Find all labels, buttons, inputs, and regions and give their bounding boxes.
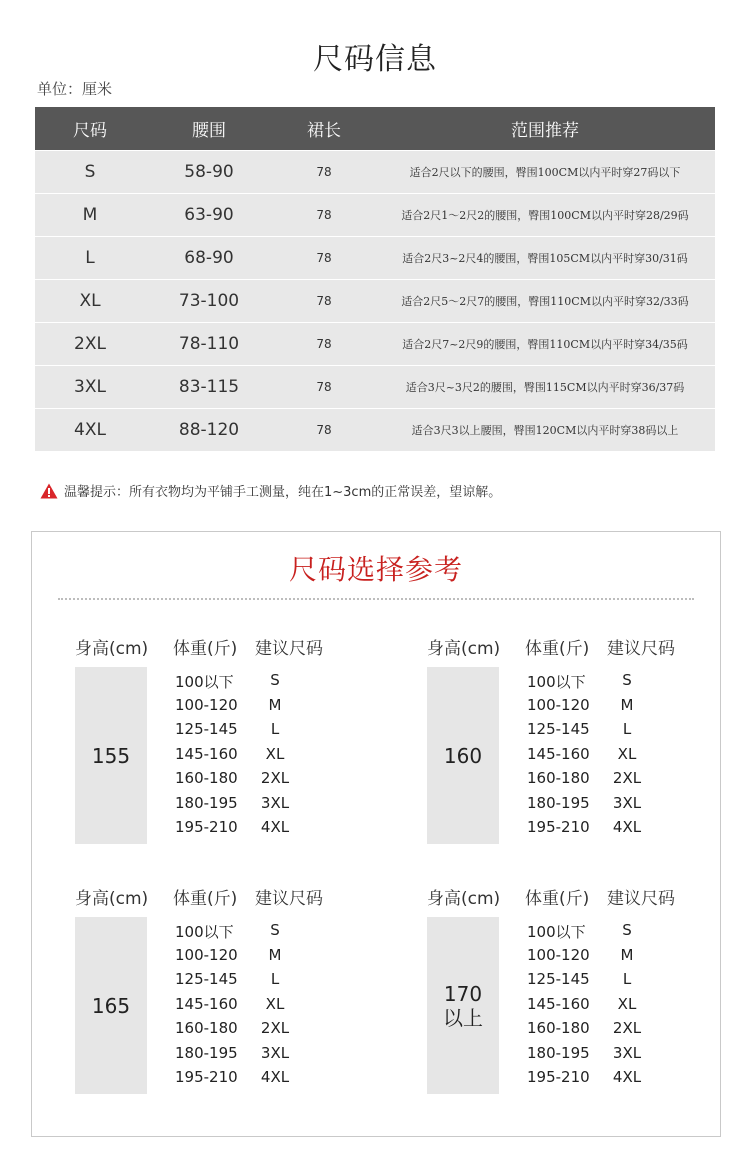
suggested-size: XL — [265, 994, 285, 1013]
column-head-height: 身高(cm) — [75, 639, 149, 659]
list-item — [527, 946, 707, 971]
weight-range: 125-145 — [527, 720, 590, 738]
cell-size: 3XL — [35, 365, 145, 408]
weight-range: 180-195 — [175, 793, 238, 812]
list-item — [175, 995, 355, 1020]
cell-recommendation: 适合2尺1～2尺2的腰围，臀围100CM以内平时穿28/29码 — [375, 193, 715, 236]
column-head-weight: 体重(斤) — [525, 889, 590, 909]
weight-range: 100以下 — [175, 673, 234, 691]
weight-range: 145-160 — [175, 744, 238, 763]
suggested-size: S — [270, 671, 280, 689]
cell-recommendation: 适合2尺7~2尺9的腰围，臀围110CM以内平时穿34/35码 — [375, 322, 715, 365]
suggested-size: 2XL — [260, 769, 290, 787]
list-item — [175, 696, 355, 721]
weight-range: 100以下 — [175, 923, 234, 941]
list-item — [175, 794, 355, 819]
cell-length: 78 — [273, 365, 375, 408]
weight-range: 100以下 — [527, 923, 586, 941]
weight-range: 125-145 — [527, 970, 590, 988]
header-recommendation: 范围推荐 — [375, 107, 715, 150]
list-item — [527, 745, 707, 770]
suggested-size: 4XL — [612, 818, 642, 836]
cell-size: L — [35, 236, 145, 279]
cell-length: 78 — [273, 193, 375, 236]
list-item — [527, 1068, 707, 1093]
table-row — [35, 408, 715, 451]
weight-range: 125-145 — [175, 970, 238, 988]
suggested-size: 3XL — [612, 1043, 642, 1062]
list-item — [175, 1019, 355, 1044]
list-item — [527, 671, 707, 696]
suggested-size: L — [622, 970, 632, 988]
table-body — [35, 150, 715, 451]
cell-recommendation: 适合3尺~3尺2的腰围，臀围115CM以内平时穿36/37码 — [375, 365, 715, 408]
column-head-height: 身高(cm) — [75, 889, 149, 909]
column-head-weight: 体重(斤) — [173, 889, 238, 909]
cell-waist: 83-115 — [145, 365, 273, 408]
weight-range: 160-180 — [527, 1019, 590, 1037]
weight-range: 100-120 — [175, 695, 238, 714]
cell-waist: 78-110 — [145, 322, 273, 365]
height-block — [75, 634, 375, 854]
list-item — [527, 1044, 707, 1069]
table-header-row — [35, 107, 715, 150]
weight-range: 160-180 — [527, 769, 590, 787]
suggested-size: 3XL — [612, 793, 642, 812]
table-row — [35, 193, 715, 236]
suggested-size: M — [268, 695, 282, 714]
cell-length: 78 — [273, 236, 375, 279]
page-title: 尺码信息 — [313, 42, 437, 77]
suggested-size: L — [622, 720, 632, 738]
list-item — [175, 745, 355, 770]
suggested-size: S — [270, 921, 280, 939]
cell-recommendation: 适合3尺3以上腰围，臀围120CM以内平时穿38码以上 — [375, 408, 715, 451]
suggested-size: M — [268, 945, 282, 964]
weight-range: 100以下 — [527, 673, 586, 691]
cell-size: 2XL — [35, 322, 145, 365]
column-head-weight: 体重(斤) — [525, 639, 590, 659]
dotted-divider — [58, 598, 694, 600]
column-head-size: 建议尺码 — [607, 889, 675, 909]
suggested-size: M — [620, 695, 634, 714]
weight-range: 195-210 — [527, 1068, 590, 1086]
column-head-height: 身高(cm) — [427, 639, 501, 659]
suggested-size: XL — [617, 994, 637, 1013]
weight-range: 100-120 — [175, 945, 238, 964]
list-item — [175, 720, 355, 745]
cell-length: 78 — [273, 279, 375, 322]
size-reference-panel — [31, 531, 721, 1137]
suggested-size: 2XL — [260, 1019, 290, 1037]
suggested-size: L — [270, 720, 280, 738]
table-row — [35, 150, 715, 193]
header-size: 尺码 — [35, 107, 145, 150]
header-waist: 腰围 — [145, 107, 273, 150]
list-item — [175, 1068, 355, 1093]
list-item — [175, 671, 355, 696]
column-head-size: 建议尺码 — [607, 639, 675, 659]
cell-waist: 88-120 — [145, 408, 273, 451]
column-head-weight: 体重(斤) — [173, 639, 238, 659]
cell-waist: 58-90 — [145, 150, 273, 193]
unit-label: 单位：厘米 — [37, 80, 113, 98]
suggested-size: M — [620, 945, 634, 964]
cell-recommendation: 适合2尺以下的腰围，臀围100CM以内平时穿27码以下 — [375, 150, 715, 193]
table-row — [35, 322, 715, 365]
column-head-size: 建议尺码 — [255, 639, 323, 659]
weight-size-list — [175, 921, 355, 1093]
suggested-size: S — [622, 671, 632, 689]
list-item — [527, 995, 707, 1020]
height-value: 160 — [427, 667, 499, 844]
list-item — [527, 794, 707, 819]
list-item — [527, 970, 707, 995]
height-block — [427, 884, 727, 1104]
cell-size: M — [35, 193, 145, 236]
weight-range: 195-210 — [527, 818, 590, 836]
suggested-size: 4XL — [260, 818, 290, 836]
tip-note — [40, 481, 501, 500]
cell-length: 78 — [273, 322, 375, 365]
reference-title: 尺码选择参考 — [288, 553, 463, 586]
height-value: 170 以上 — [427, 917, 499, 1094]
suggested-size: 4XL — [612, 1068, 642, 1086]
list-item — [527, 818, 707, 843]
column-head-height: 身高(cm) — [427, 889, 501, 909]
suggested-size: L — [270, 970, 280, 988]
weight-size-list — [175, 671, 355, 843]
weight-size-list — [527, 921, 707, 1093]
cell-length: 78 — [273, 408, 375, 451]
cell-recommendation: 适合2尺3~2尺4的腰围，臀围105CM以内平时穿30/31码 — [375, 236, 715, 279]
cell-length: 78 — [273, 150, 375, 193]
weight-range: 180-195 — [527, 1043, 590, 1062]
header-length: 裙长 — [273, 107, 375, 150]
tip-text: 温馨提示：所有衣物均为平铺手工测量，纯在1~3cm的正常误差，望谅解。 — [64, 485, 502, 500]
size-info-table — [35, 107, 715, 451]
weight-range: 145-160 — [527, 994, 590, 1013]
cell-waist: 68-90 — [145, 236, 273, 279]
cell-recommendation: 适合2尺5～2尺7的腰围，臀围110CM以内平时穿32/33码 — [375, 279, 715, 322]
weight-range: 100-120 — [527, 695, 590, 714]
list-item — [527, 696, 707, 721]
weight-range: 195-210 — [175, 818, 238, 836]
weight-range: 145-160 — [527, 744, 590, 763]
list-item — [175, 970, 355, 995]
height-value: 165 — [75, 917, 147, 1094]
weight-range: 160-180 — [175, 1019, 238, 1037]
suggested-size: 2XL — [612, 769, 642, 787]
weight-range: 160-180 — [175, 769, 238, 787]
weight-range: 195-210 — [175, 1068, 238, 1086]
list-item — [527, 1019, 707, 1044]
list-item — [175, 946, 355, 971]
suggested-size: 2XL — [612, 1019, 642, 1037]
suggested-size: 3XL — [260, 1043, 290, 1062]
cell-size: XL — [35, 279, 145, 322]
suggested-size: 3XL — [260, 793, 290, 812]
weight-range: 125-145 — [175, 720, 238, 738]
weight-range: 180-195 — [527, 793, 590, 812]
suggested-size: XL — [265, 744, 285, 763]
table-row — [35, 236, 715, 279]
list-item — [527, 921, 707, 946]
list-item — [175, 921, 355, 946]
list-item — [175, 769, 355, 794]
table-row — [35, 279, 715, 322]
weight-size-list — [527, 671, 707, 843]
cell-waist: 73-100 — [145, 279, 273, 322]
suggested-size: XL — [617, 744, 637, 763]
weight-range: 100-120 — [527, 945, 590, 964]
height-value: 155 — [75, 667, 147, 844]
suggested-size: 4XL — [260, 1068, 290, 1086]
height-block — [75, 884, 375, 1104]
weight-range: 180-195 — [175, 1043, 238, 1062]
cell-size: 4XL — [35, 408, 145, 451]
list-item — [527, 720, 707, 745]
weight-range: 145-160 — [175, 994, 238, 1013]
list-item — [527, 769, 707, 794]
warning-icon — [40, 483, 58, 499]
list-item — [175, 1044, 355, 1069]
column-head-size: 建议尺码 — [255, 889, 323, 909]
suggested-size: S — [622, 921, 632, 939]
cell-waist: 63-90 — [145, 193, 273, 236]
cell-size: S — [35, 150, 145, 193]
list-item — [175, 818, 355, 843]
table-row — [35, 365, 715, 408]
height-block — [427, 634, 727, 854]
